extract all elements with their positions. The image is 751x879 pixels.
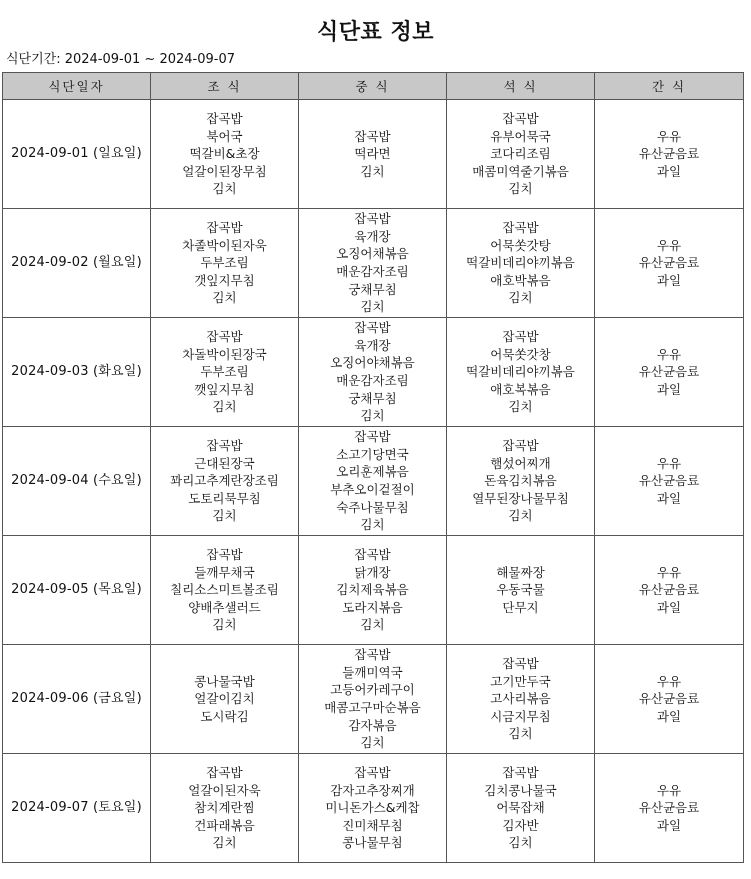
- menu-item: 양배추샐러드: [188, 599, 261, 615]
- menu-item: 매콤고구마순볶음: [324, 700, 421, 715]
- menu-item: 진미채무침: [342, 817, 403, 833]
- menu-item: 도토리묵무침: [188, 490, 261, 506]
- menu-item: 과일: [656, 381, 682, 397]
- menu-item: 미니돈가스&케찹: [325, 800, 420, 816]
- dinner-cell: [447, 100, 595, 209]
- menu-item: 햄섰어찌개: [490, 455, 551, 471]
- menu-item: 유산균음료: [638, 582, 700, 598]
- menu-item: 김치: [360, 617, 385, 633]
- menu-item: 육개장: [354, 337, 391, 353]
- menu-item: 잡곡밥: [502, 765, 539, 781]
- menu-item: 김치: [212, 508, 237, 524]
- menu-item: 애호복볶음: [490, 381, 551, 397]
- menu-item: 떡갈비데리야끼볶음: [466, 364, 575, 380]
- meal-period: 식단기간: 2024-09-01 ~ 2024-09-07: [6, 52, 236, 67]
- menu-item: 숙주나물무침: [336, 499, 409, 515]
- menu-item: 김치: [508, 290, 533, 306]
- date-cell: 2024-09-03 (화요일): [3, 318, 151, 427]
- table-row: [3, 645, 744, 754]
- menu-item: 김치: [360, 299, 385, 315]
- menu-item: 잡곡밥: [206, 765, 243, 781]
- menu-item: 돈육김치볶음: [484, 473, 557, 489]
- menu-item: 과일: [656, 708, 682, 724]
- menu-item: 잡곡밥: [354, 211, 391, 227]
- lunch-cell: [299, 427, 447, 536]
- menu-item: 잡곡밥: [206, 438, 243, 454]
- menu-item: 도라지볶음: [342, 599, 403, 615]
- menu-item: 해물짜장: [496, 564, 545, 580]
- breakfast-cell: [151, 100, 299, 209]
- header-row: [3, 73, 744, 100]
- menu-item: 우유: [656, 782, 682, 798]
- menu-item: 김치: [212, 399, 237, 415]
- menu-item: 어묵쏫갓탕: [490, 237, 551, 253]
- menu-item: 김치: [212, 181, 237, 197]
- table-row: [3, 318, 744, 427]
- menu-item: 우유: [656, 455, 682, 471]
- menu-item: 잡곡밥: [354, 647, 391, 663]
- date-cell: 2024-09-05 (목요일): [3, 536, 151, 645]
- menu-item: 떡갈비데리야끼볶음: [466, 255, 575, 271]
- breakfast-cell: [151, 427, 299, 536]
- dinner-cell: [447, 427, 595, 536]
- menu-item: 김치: [508, 181, 533, 197]
- menu-item: 김자반: [502, 817, 539, 833]
- menu-item: 김치제육볶음: [336, 582, 409, 598]
- snack-cell: [595, 536, 744, 645]
- meal-table-header: [3, 73, 744, 100]
- dinner-cell: [447, 645, 595, 754]
- menu-item: 과일: [656, 817, 682, 833]
- menu-item: 김치: [212, 835, 237, 851]
- header-breakfast: 조 식: [151, 73, 299, 100]
- dinner-cell: [447, 209, 595, 318]
- menu-item: 차졸박이된자욱: [182, 237, 267, 253]
- menu-item: 우유: [656, 346, 682, 362]
- menu-item: 콩나물무침: [342, 835, 403, 851]
- menu-item: 부추오이겉절이: [330, 482, 415, 497]
- menu-item: 애호박볶음: [490, 272, 551, 288]
- menu-item: 고등어카레구이: [330, 682, 415, 698]
- menu-item: 북어국: [206, 128, 243, 144]
- breakfast-cell: [151, 318, 299, 427]
- table-row: [3, 536, 744, 645]
- table-row: [3, 209, 744, 318]
- menu-item: 얼갈이된장무침: [182, 163, 267, 179]
- menu-item: 열무된장나물무침: [472, 490, 569, 506]
- header-date: 식단일자: [3, 73, 151, 100]
- menu-item: 두부조림: [200, 364, 249, 380]
- menu-item: 매운감자조림: [336, 264, 409, 279]
- snack-cell: [595, 645, 744, 754]
- menu-item: 김치: [508, 508, 533, 524]
- menu-item: 궁채무침: [348, 390, 397, 406]
- menu-item: 김치: [360, 517, 385, 533]
- menu-item: 얼갈이된자욱: [188, 782, 261, 798]
- menu-item: 김치콩나물국: [484, 782, 557, 798]
- menu-item: 오리훈제볶음: [336, 464, 409, 480]
- dinner-cell: [447, 318, 595, 427]
- table-row: [3, 754, 744, 863]
- menu-item: 유산균음료: [638, 473, 700, 489]
- menu-item: 잡곡밥: [502, 111, 539, 127]
- table-row: [3, 427, 744, 536]
- menu-item: 김치: [508, 399, 533, 415]
- menu-item: 단무지: [502, 599, 539, 615]
- dinner-cell: [447, 536, 595, 645]
- menu-item: 얼갈이김치: [194, 691, 255, 707]
- header-lunch: 중 식: [299, 73, 447, 100]
- menu-item: 들깨무채국: [194, 564, 255, 580]
- menu-item: 유산균음료: [638, 255, 700, 271]
- date-cell: 2024-09-07 (토요일): [3, 754, 151, 863]
- menu-item: 오징어채볶음: [336, 246, 409, 262]
- menu-item: 시금지무침: [490, 708, 551, 724]
- menu-item: 잡곡밥: [502, 329, 539, 345]
- menu-item: 궁채무침: [348, 281, 397, 297]
- menu-item: 잡곡밥: [354, 429, 391, 445]
- menu-item: 들깨미역국: [342, 664, 403, 680]
- breakfast-cell: [151, 536, 299, 645]
- menu-item: 감자고추장찌개: [330, 782, 415, 798]
- lunch-cell: [299, 318, 447, 427]
- breakfast-cell: [151, 645, 299, 754]
- menu-item: 김치: [360, 163, 385, 179]
- menu-item: 고기만두국: [490, 673, 551, 689]
- menu-item: 차돌박이된장국: [182, 346, 267, 362]
- lunch-cell: [299, 209, 447, 318]
- date-cell: 2024-09-01 (일요일): [3, 100, 151, 209]
- menu-item: 잡곡밥: [206, 329, 243, 345]
- menu-item: 떡갈비&초장: [189, 146, 260, 162]
- menu-item: 두부조림: [200, 255, 249, 271]
- menu-item: 잡곡밥: [354, 547, 391, 563]
- header-dinner: 석 식: [447, 73, 595, 100]
- menu-item: 유산균음료: [638, 146, 700, 162]
- menu-item: 유산균음료: [638, 800, 700, 816]
- dinner-cell: [447, 754, 595, 863]
- menu-item: 건파래볶음: [194, 817, 255, 833]
- meal-table: [2, 72, 744, 863]
- menu-item: 우유: [656, 673, 682, 689]
- menu-item: 참치계란찜: [194, 800, 255, 816]
- menu-item: 코다리조림: [490, 146, 551, 162]
- menu-item: 유산균음료: [638, 691, 700, 707]
- menu-item: 김치: [360, 735, 385, 751]
- lunch-cell: [299, 100, 447, 209]
- menu-item: 잡곡밥: [206, 111, 243, 127]
- snack-cell: [595, 100, 744, 209]
- menu-item: 잡곡밥: [354, 765, 391, 781]
- menu-item: 꽈리고추계란장조림: [170, 473, 279, 489]
- menu-item: 김치: [508, 835, 533, 851]
- table-row: [3, 100, 744, 209]
- breakfast-cell: [151, 209, 299, 318]
- menu-item: 어묵쏫갓창: [490, 346, 551, 362]
- lunch-cell: [299, 645, 447, 754]
- menu-item: 칠리소스미트볼조림: [170, 582, 279, 598]
- menu-item: 깻잎지무침: [194, 381, 255, 397]
- menu-item: 갯잎지무침: [194, 272, 255, 288]
- menu-item: 우유: [656, 128, 682, 144]
- menu-item: 유부어묵국: [490, 128, 551, 144]
- menu-item: 매콤미역줄기볶음: [472, 163, 569, 179]
- snack-cell: [595, 754, 744, 863]
- menu-item: 김치: [508, 726, 533, 742]
- menu-item: 과일: [656, 599, 682, 615]
- menu-item: 감자볶음: [348, 717, 397, 733]
- menu-item: 매운감자조림: [336, 373, 409, 388]
- menu-item: 육개장: [354, 228, 391, 244]
- menu-item: 잡곡밥: [502, 438, 539, 454]
- menu-item: 과일: [656, 490, 682, 506]
- snack-cell: [595, 318, 744, 427]
- menu-item: 잡곡밥: [502, 220, 539, 236]
- menu-item: 잡곡밥: [206, 547, 243, 563]
- menu-item: 소고기당면국: [336, 446, 409, 462]
- menu-item: 우유: [656, 237, 682, 253]
- menu-item: 닭개장: [354, 564, 391, 580]
- lunch-cell: [299, 754, 447, 863]
- menu-item: 잡곡밥: [502, 656, 539, 672]
- menu-item: 떡라면: [354, 146, 391, 162]
- date-cell: 2024-09-04 (수요일): [3, 427, 151, 536]
- menu-item: 오징어야채볶음: [330, 355, 415, 371]
- date-cell: 2024-09-06 (금요일): [3, 645, 151, 754]
- menu-item: 과일: [656, 163, 682, 179]
- menu-item: 우유: [656, 564, 682, 580]
- menu-item: 어묵잡채: [496, 800, 545, 816]
- menu-item: 김치: [360, 408, 385, 424]
- menu-item: 도시락김: [200, 708, 249, 724]
- breakfast-cell: [151, 754, 299, 863]
- menu-item: 김치: [212, 617, 237, 633]
- snack-cell: [595, 427, 744, 536]
- menu-item: 잡곡밥: [354, 320, 391, 336]
- menu-item: 우동국물: [496, 582, 545, 598]
- date-cell: 2024-09-02 (월요일): [3, 209, 151, 318]
- snack-cell: [595, 209, 744, 318]
- menu-item: 유산균음료: [638, 364, 700, 380]
- menu-item: 과일: [656, 272, 682, 288]
- lunch-cell: [299, 536, 447, 645]
- meal-table-body: [3, 100, 744, 863]
- menu-item: 잡곡밥: [206, 220, 243, 236]
- page-title: 식단표 정보: [317, 20, 434, 45]
- menu-item: 근대된장국: [194, 455, 255, 471]
- menu-item: 고사리볶음: [490, 691, 551, 707]
- menu-item: 김치: [212, 290, 237, 306]
- menu-item: 잡곡밥: [354, 128, 391, 144]
- menu-item: 콩나물국밥: [194, 673, 255, 689]
- header-snack: 간 식: [595, 73, 744, 100]
